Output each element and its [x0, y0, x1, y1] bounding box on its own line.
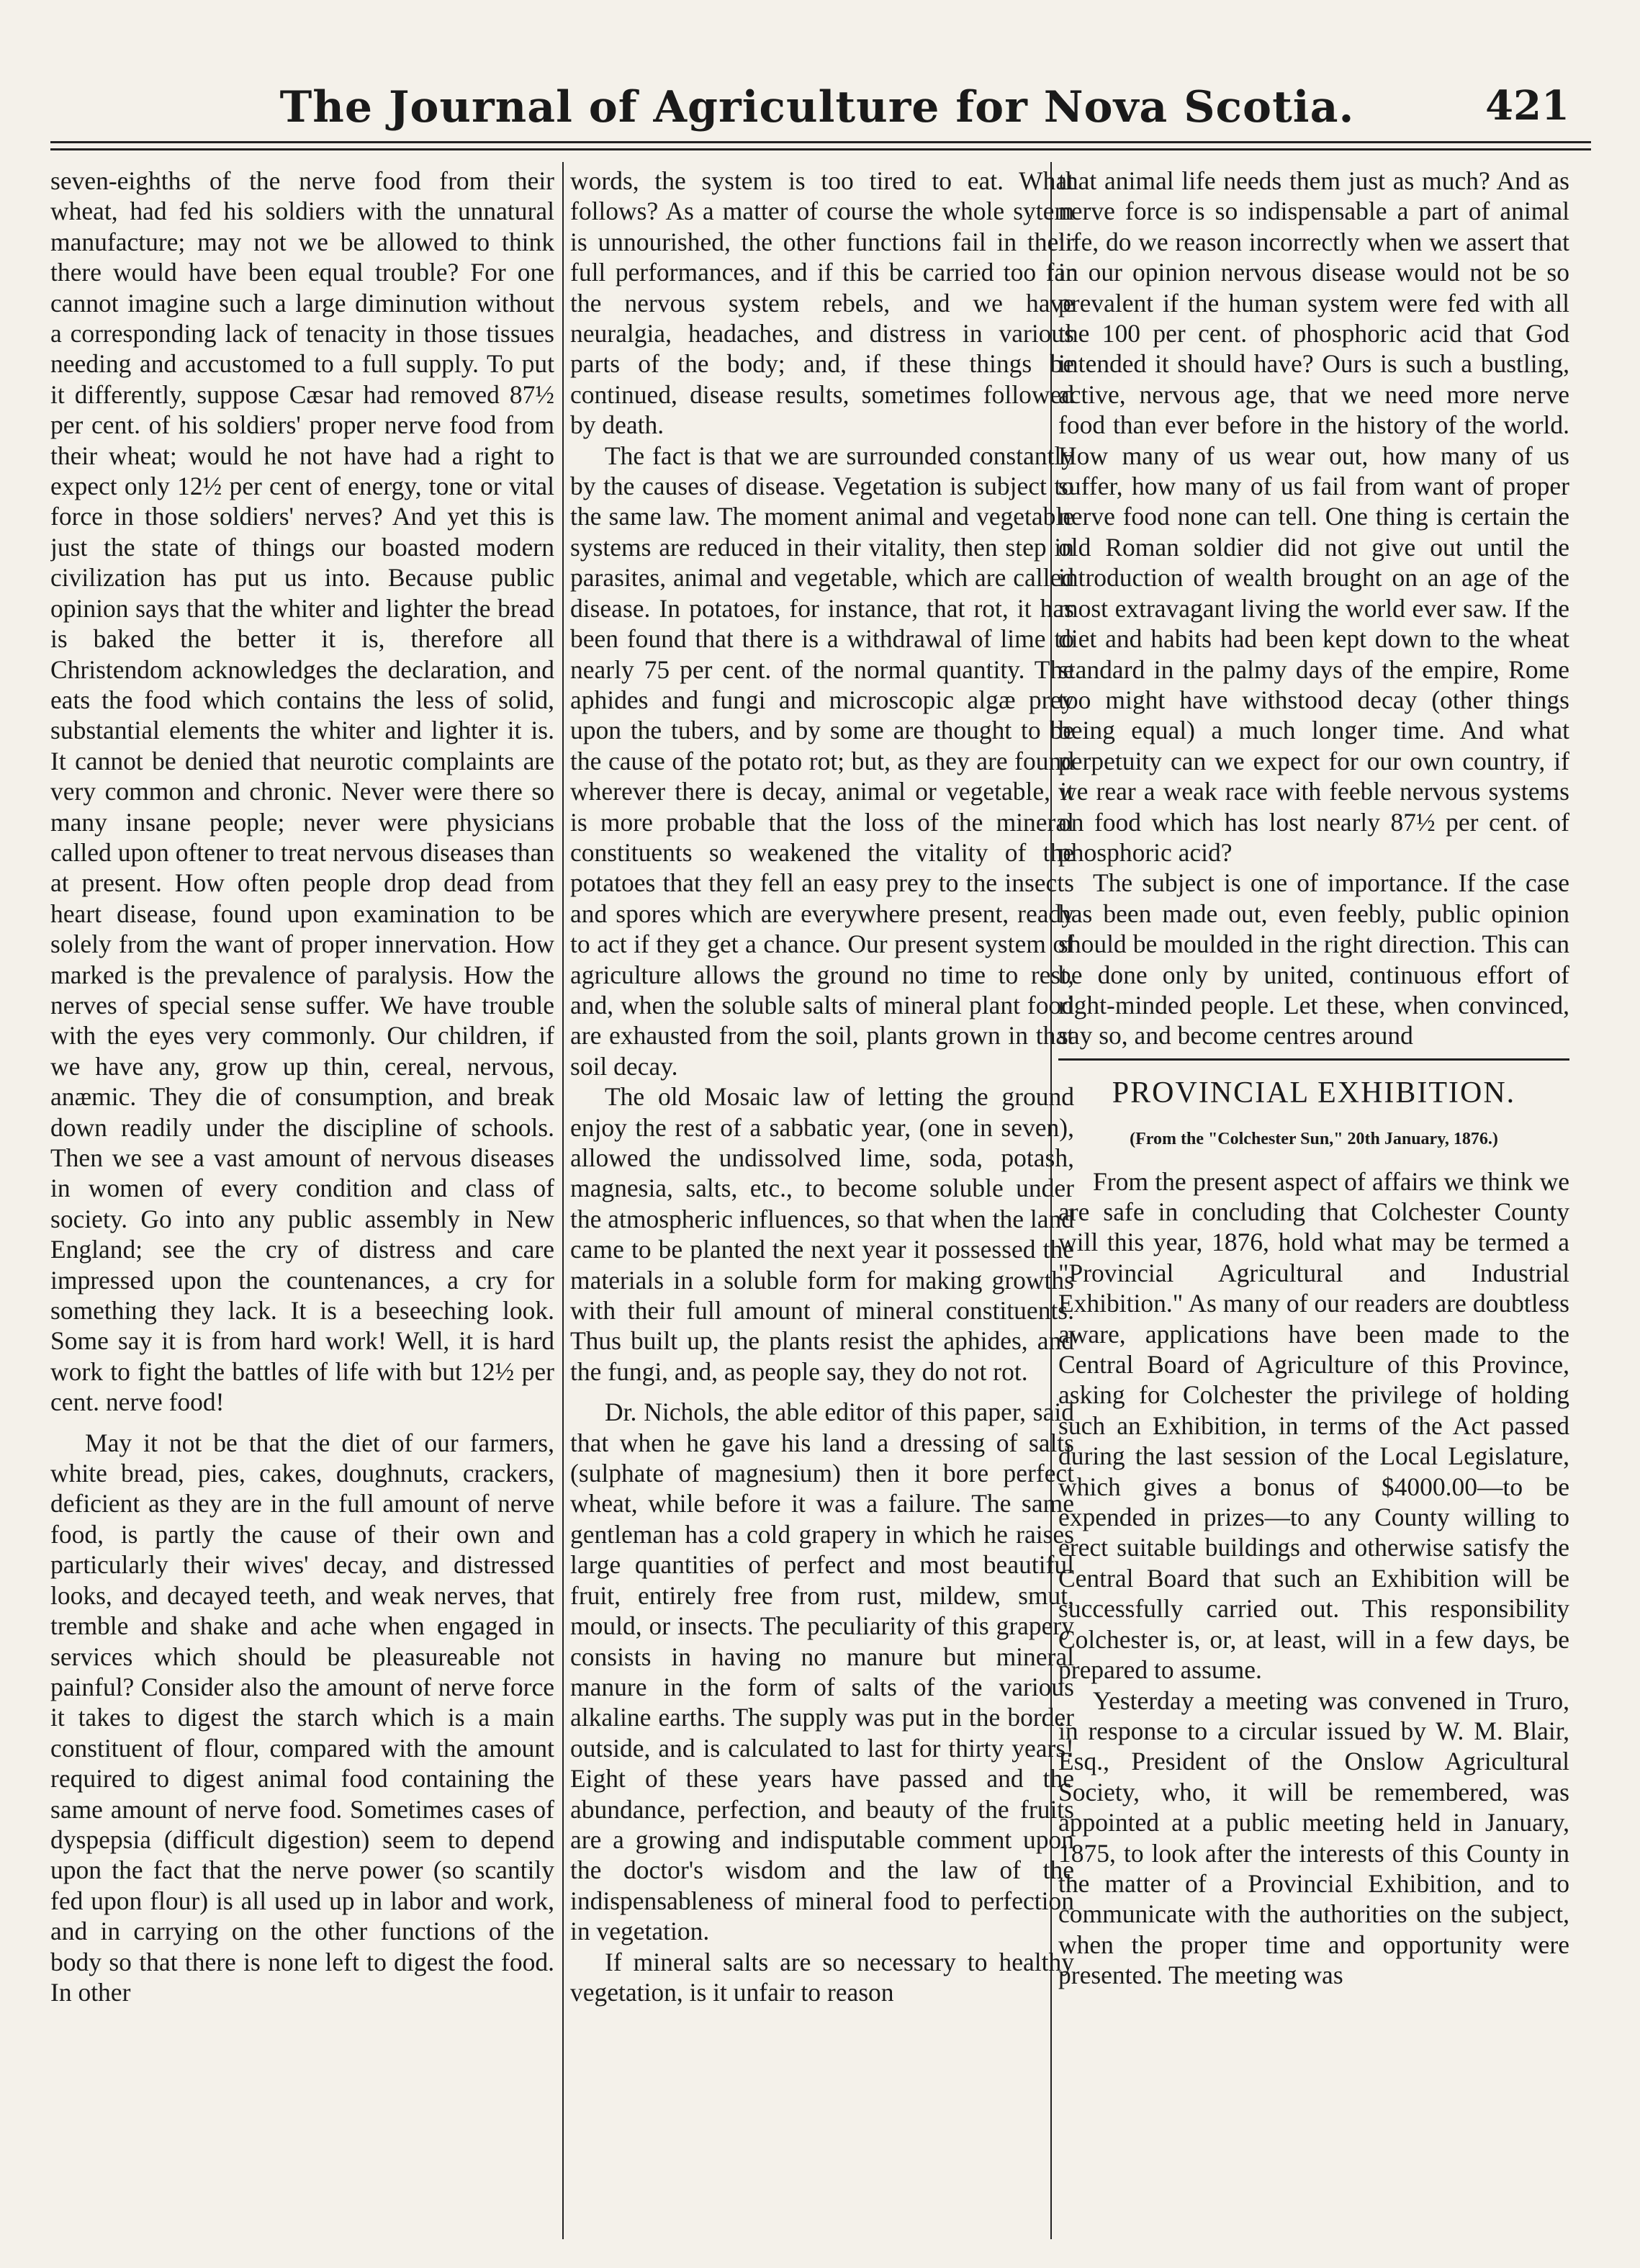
- section-title: PROVINCIAL EXHIBITION.: [1112, 1076, 1516, 1110]
- paragraph: The fact is that we are surrounded constantly by the causes of disease. Vegetation is subject to the same law. The moment animal and vegetable systems are reduced in their vitality, then step in parasites, animal and vegetable, which are called disease. In potatoes, for instance, that rot, it has been found that there is a withdrawal of lime to nearly 75 per cent. of the normal quantity. The aphides and fungi and microscopic algæ prey upon the tubers, and by some are thought to be the cause of the potato rot; but, as they are found wherever there is decay, animal or vegetable, it is more probable that the loss of the mineral constituents so weakened the vitality of the potatoes that they fell an easy prey to the insects and spores which are everywhere present, ready to act if they get a chance. Our present system of agriculture allows the ground no time to rest, and, when the soluble salts of mineral plant food are exhausted from the soil, plants grown in that soil decay.: [570, 441, 1074, 1081]
- column-divider-1: [562, 162, 564, 2239]
- paragraph: that animal life needs them just as much? And as nerve force is so indispensable a part of animal life, do we reason incorrectly when we assert that in our opinion nervous disease would not be so prevalent if the human system were fed with all the 100 per cent. of phosphoric acid that God intended it should have? Ours is such a bustling, active, nervous age, that we need more nerve food than ever before in the history of the world. How many of us wear out, how many of us suffer, how many of us fail from want of proper nerve food none can tell. One thing is certain the old Roman soldier did not give out until the introduction of wealth brought on an age of the most extravagant living the world ever saw. If the diet and habits had been kept down to the wheat standard in the palmy days of the empire, Rome too might have withstood decay (other things being equal) a much longer time. And what perpetuity can we expect for our own country, if we rear a weak race with feeble nervous systems on food which has lost nearly 87½ per cent. of phosphoric acid?: [1058, 166, 1569, 867]
- paragraph: Dr. Nichols, the able editor of this paper, said that when he gave his land a dressing of salts (sulphate of magnesium) then it bore perfect wheat, while before it was a failure. The same gentleman has a cold grapery in which he raises large quantities of perfect and most beautiful fruit, entirely free from rust, mildew, smut, mould, or insects. The peculiarity of this grapery consists in having no manure but mineral manure in the form of salts of the various alkaline earths. The supply was put in the border outside, and is calculated to last for thirty years! Eight of these years have passed and the abundance, perfection, and beauty of the fruits are a growing and indisputable comment upon the doctor's wisdom and the law of the indispensableness of mineral food to perfection in vegetation.: [570, 1398, 1074, 1946]
- header-rule-top: [50, 141, 1591, 143]
- journal-title: The Journal of Agriculture for Nova Scotia.: [279, 82, 1355, 132]
- paragraph: May it not be that the diet of our farmers, white bread, pies, cakes, doughnuts, crackers, deficient as they are in the full amount of nerve food, is partly the cause of their own and particularly their wives' decay, and distressed looks, and decayed teeth, and weak nerves, that tremble and shake and ache when engaged in services which should be pleasureable not painful? Consider also the amount of nerve force it takes to digest the starch which is a main constituent of flour, compared with the amount required to digest animal food containing the same amount of nerve food. Sometimes cases of dyspepsia (difficult digestion) seem to depend upon the fact that the nerve power (so scantily fed upon flour) is all used up in labor and work, and in carrying on the other functions of the body so that there is none left to digest the food. In other: [50, 1428, 554, 2007]
- column-3: [1058, 166, 1569, 2239]
- page-header: [50, 72, 1584, 137]
- source-line: (From the "Colchester Sun," 20th January, 1876.): [1130, 1130, 1498, 1149]
- paragraph: The subject is one of importance. If the case has been made out, even feebly, public opinion should be moulded in the right direction. This can be done only by united, continuous effort of right-minded people. Let these, when convinced, say so, and become centres around: [1058, 868, 1569, 1050]
- paragraph: seven-eighths of the nerve food from their wheat, had fed his soldiers with the unnatural manufacture; may not we be allowed to think there would have been equal trouble? For one cannot imagine such a large diminution without a corresponding lack of tenacity in those tissues needing and accustomed to a full supply. To put it differently, suppose Cæsar had removed 87½ per cent. of his soldiers' proper nerve food from their wheat; would he not have had a right to expect only 12½ per cent of energy, tone or vital force in those soldiers' nerves? And yet this is just the state of things our boasted modern civilization has put us into. Because public opinion says that the whiter and lighter the bread is baked the better it is, therefore all Christendom acknowledges the declaration, and eats the food which contains the less of solid, substantial elements the whiter and lighter it is. It cannot be denied that neurotic complaints are very common and chronic. Never were there so many insane people; never were physicians called upon oftener to treat nervous diseases than at present. How often people drop dead from heart disease, found upon examination to be solely from the want of proper innervation. How marked is the prevalence of paralysis. How the nerves of special sense suffer. We have trouble with the eyes very commonly. Our children, if we have any, grow up thin, cereal, nervous, anæmic. They die of consumption, and break down readily under the discipline of schools. Then we see a vast amount of nervous diseases in women of every condition and class of society. Go into any public assembly in New England; see the cry of distress and care impressed upon the countenances, a cry for something they lack. It is a beseeching look. Some say it is from hard work! Well, it is hard work to fight the battles of life with but 12½ per cent. nerve food!: [50, 166, 554, 1417]
- paragraph: From the present aspect of affairs we think we are safe in concluding that Colchester County will this year, 1876, hold what may be termed a "Provincial Agricultural and Industrial Exhibition." As many of our readers are doubtless aware, applications have been made to the Central Board of Agriculture of this Province, asking for Colchester the privilege of holding such an Exhibition, in terms of the Act passed during the last session of the Local Legislature, which gives a bonus of $4000.00—to be expended in prizes—to any County willing to erect suitable buildings and otherwise satisfy the Central Board that such an Exhibition will be successfully carried out. This responsibility Colchester is, or, at least, will in a few days, be prepared to assume.: [1058, 1166, 1569, 1685]
- paragraph: The old Mosaic law of letting the ground enjoy the rest of a sabbatic year, (one in seven), allowed the undissolved lime, soda, potash, magnesia, salts, etc., to become soluble under the atmospheric influences, so that when the land came to be planted the next year it possessed the materials in a soluble form for making growths with their full amount of mineral constituents. Thus built up, the plants resist the aphides, and the fungi, and, as people say, they do not rot.: [570, 1082, 1074, 1386]
- paragraph: If mineral salts are so necessary to healthy vegetation, is it unfair to reason: [570, 1947, 1074, 2007]
- page-number: 421: [1485, 82, 1569, 130]
- header-rule-bottom: [50, 148, 1591, 150]
- column-1: [50, 166, 554, 2239]
- section-divider: [1058, 1058, 1569, 1061]
- paragraph: words, the system is too tired to eat. What follows? As a matter of course the whole sytem is unnourished, the other functions fail in their full performances, and if this be carried too far the nervous system rebels, and we have neuralgia, headaches, and distress in various parts of the body; and, if these things be continued, disease results, sometimes followed by death.: [570, 166, 1074, 440]
- paragraph: Yesterday a meeting was convened in Truro, in response to a circular issued by W. M. Blair, Esq., President of the Onslow Agricultural Society, who, it will be remembered, was appointed at a public meeting held in January, 1875, to look after the interests of this County in the matter of a Provincial Exhibition, and to communicate with the authorities on the subject, when the proper time and opportunity were presented. The meeting was: [1058, 1686, 1569, 1990]
- column-2: [570, 166, 1074, 2239]
